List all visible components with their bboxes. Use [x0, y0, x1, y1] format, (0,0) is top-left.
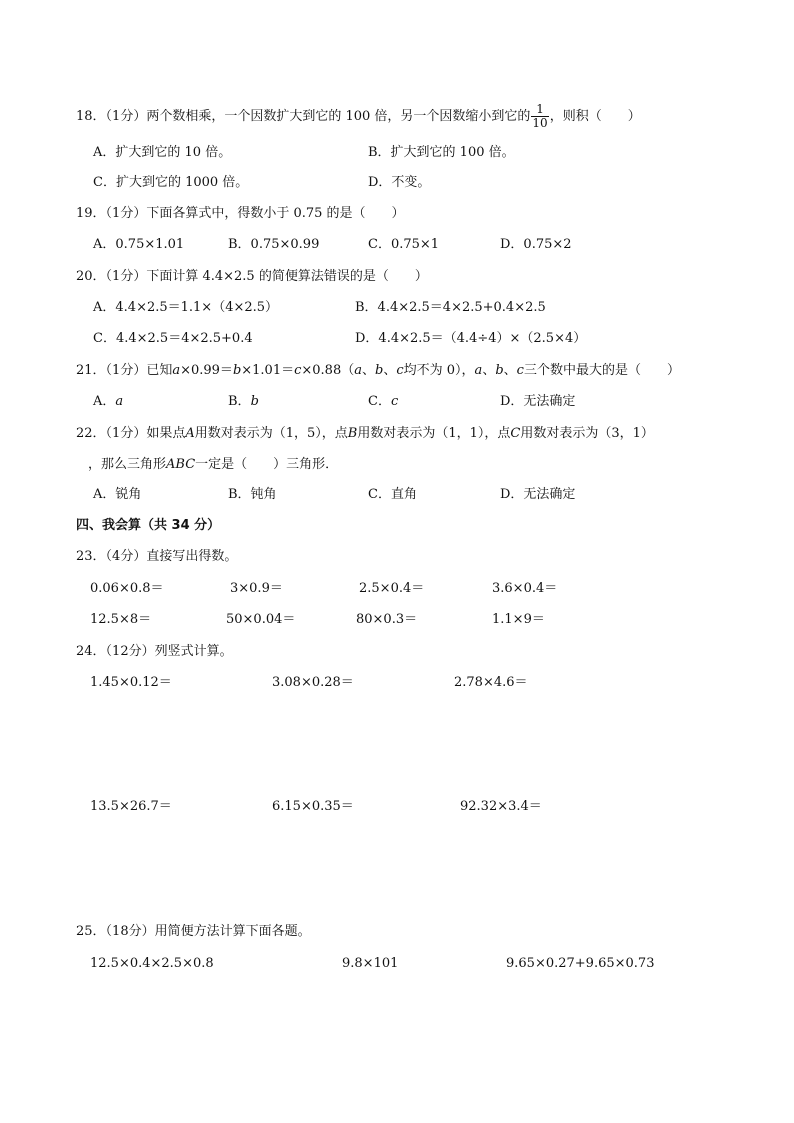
q22-option-c[interactable]: C．直角 — [368, 487, 417, 502]
q24-stem: 24．（12分）列竖式计算。 — [76, 644, 233, 659]
q23-item: 50×0.04＝ — [226, 612, 296, 627]
q18-option-d[interactable]: D．不变。 — [368, 175, 431, 190]
q23-item: 80×0.3＝ — [356, 612, 418, 627]
q24-item: 3.08×0.28＝ — [272, 675, 354, 690]
q24-item: 6.15×0.35＝ — [272, 799, 354, 814]
q21-option-d[interactable]: D．无法确定 — [500, 394, 576, 409]
q24-item: 1.45×0.12＝ — [90, 675, 172, 690]
q22-option-d[interactable]: D．无法确定 — [500, 487, 576, 502]
q24-item: 92.32×3.4＝ — [460, 799, 542, 814]
q19-option-d[interactable]: D．0.75×2 — [500, 237, 572, 252]
fraction-one-tenth: $\frac{1}{10}$ — [532, 102, 548, 130]
q23-item: 12.5×8＝ — [90, 612, 152, 627]
q25-item: 9.8×101 — [342, 956, 399, 971]
q22-stem-line2: ，那么三角形ABC一定是（ ）三角形． — [88, 457, 339, 472]
q22-option-b[interactable]: B．钝角 — [228, 487, 277, 502]
q23-stem: 23．（4分）直接写出得数。 — [76, 549, 238, 564]
q25-stem: 25．（18分）用简便方法计算下面各题。 — [76, 924, 311, 939]
section-heading: 四、我会算（共 34 分） — [76, 518, 221, 533]
q22-stem-line1: 22．（1分）如果点A用数对表示为（1，5），点B用数对表示为（1，1），点C用数对表示为（3，1） — [76, 426, 654, 441]
q19-option-c[interactable]: C．0.75×1 — [368, 237, 440, 252]
q20-option-a[interactable]: A．4.4×2.5＝1.1×（4×2.5） — [93, 300, 279, 315]
q20-stem: 20．（1分）下面计算 4.4×2.5 的简便算法错误的是（ ） — [76, 269, 428, 284]
q23-item: 1.1×9＝ — [492, 612, 545, 627]
q21-option-c[interactable]: C．c — [368, 394, 399, 409]
q23-item: 0.06×0.8＝ — [90, 581, 164, 596]
q21-option-b[interactable]: B．b — [228, 394, 259, 409]
q18-stem: 18．（1分）两个数相乘，一个因数扩大到它的 100 倍，另一个因数缩小到它的 $\frac{1}{10}$ ，则积（ ） — [76, 102, 641, 130]
q24-item: 13.5×26.7＝ — [90, 799, 172, 814]
q24-item: 2.78×4.6＝ — [454, 675, 528, 690]
q23-item: 2.5×0.4＝ — [359, 581, 425, 596]
q18-option-b[interactable]: B．扩大到它的 100 倍。 — [368, 145, 515, 160]
q25-item: 9.65×0.27+9.65×0.73 — [506, 956, 655, 971]
q23-item: 3×0.9＝ — [230, 581, 283, 596]
q19-option-b[interactable]: B．0.75×0.99 — [228, 237, 320, 252]
q20-option-d[interactable]: D．4.4×2.5＝（4.4÷4）×（2.5×4） — [355, 331, 587, 346]
q21-option-a[interactable]: A．a — [93, 394, 124, 409]
q19-stem: 19．（1分）下面各算式中，得数小于 0.75 的是（ ） — [76, 206, 405, 221]
q20-option-c[interactable]: C．4.4×2.5＝4×2.5+0.4 — [93, 331, 253, 346]
q23-item: 3.6×0.4＝ — [492, 581, 558, 596]
q25-item: 12.5×0.4×2.5×0.8 — [90, 956, 214, 971]
q18-option-a[interactable]: A．扩大到它的 10 倍。 — [93, 145, 232, 160]
q18-option-c[interactable]: C．扩大到它的 1000 倍。 — [93, 175, 249, 190]
q20-option-b[interactable]: B．4.4×2.5＝4×2.5+0.4×2.5 — [355, 300, 546, 315]
q21-stem: 21．（1分）已知a×0.99＝b×1.01＝c×0.88（a、b、c均不为 0），a、b、c三个数中最大的是（ ） — [76, 363, 680, 378]
q19-option-a[interactable]: A．0.75×1.01 — [93, 237, 185, 252]
q22-option-a[interactable]: A．锐角 — [93, 487, 142, 502]
